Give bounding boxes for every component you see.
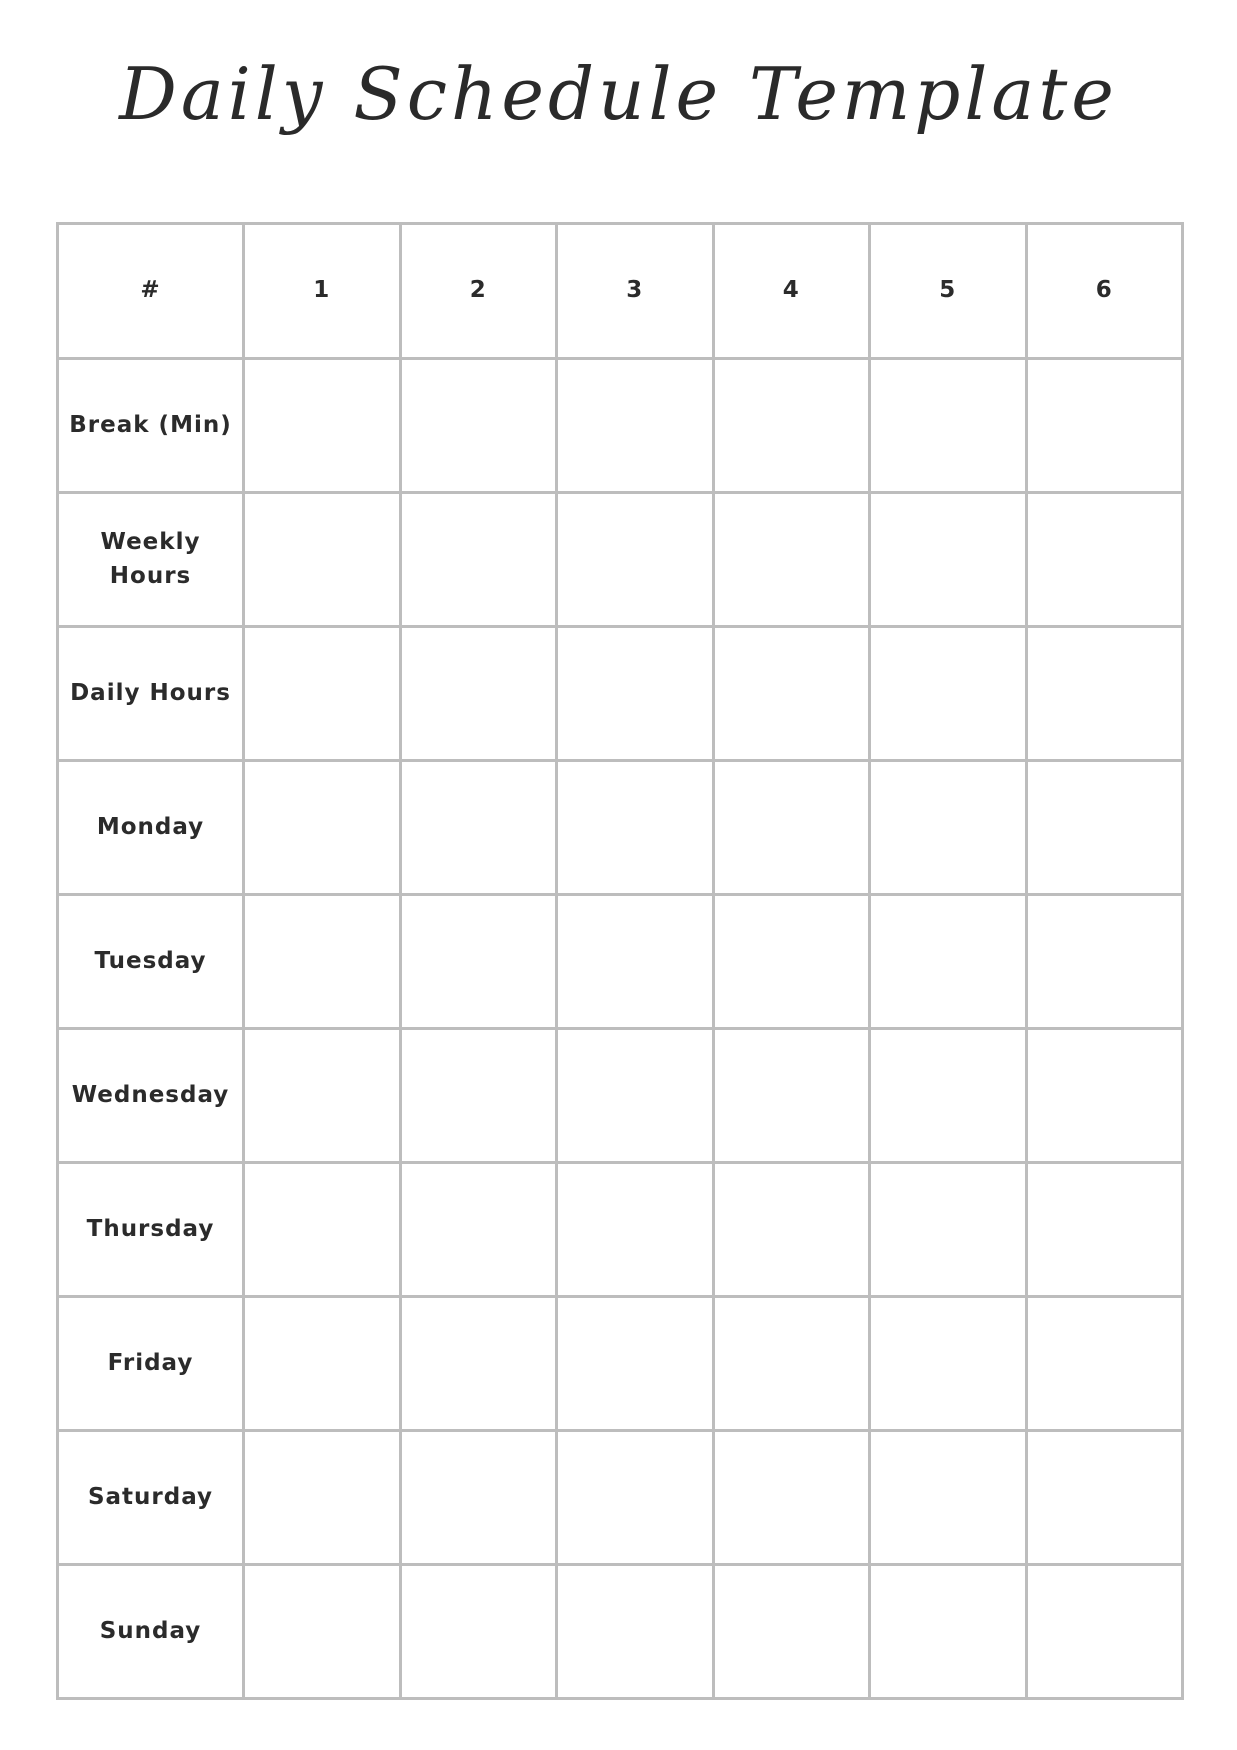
schedule-cell[interactable] [557, 895, 714, 1029]
header-cell-1: 1 [244, 224, 401, 359]
schedule-cell[interactable] [400, 493, 557, 627]
table-row [58, 627, 1183, 761]
table-row [58, 761, 1183, 895]
schedule-cell[interactable] [244, 627, 401, 761]
schedule-cell[interactable] [1026, 761, 1183, 895]
header-cell-5: 5 [870, 224, 1027, 359]
schedule-cell[interactable] [244, 1297, 401, 1431]
header-cell-hash: # [58, 224, 244, 359]
schedule-cell[interactable] [713, 1163, 870, 1297]
schedule-cell[interactable] [244, 493, 401, 627]
row-label: Friday [58, 1297, 244, 1431]
table-row [58, 493, 1183, 627]
schedule-cell[interactable] [1026, 1565, 1183, 1699]
schedule-cell[interactable] [1026, 1431, 1183, 1565]
table-row [58, 1565, 1183, 1699]
schedule-cell[interactable] [713, 1565, 870, 1699]
schedule-cell[interactable] [713, 1029, 870, 1163]
schedule-cell[interactable] [244, 359, 401, 493]
schedule-cell[interactable] [400, 1297, 557, 1431]
schedule-cell[interactable] [400, 761, 557, 895]
row-label: Saturday [58, 1431, 244, 1565]
schedule-cell[interactable] [713, 1431, 870, 1565]
schedule-cell[interactable] [557, 1431, 714, 1565]
schedule-table-body [58, 224, 1183, 1699]
table-row [58, 359, 1183, 493]
schedule-cell[interactable] [244, 895, 401, 1029]
schedule-cell[interactable] [244, 1431, 401, 1565]
schedule-cell[interactable] [1026, 359, 1183, 493]
schedule-cell[interactable] [1026, 1297, 1183, 1431]
schedule-cell[interactable] [713, 493, 870, 627]
table-row [58, 895, 1183, 1029]
table-row [58, 1163, 1183, 1297]
row-label: Wednesday [58, 1029, 244, 1163]
schedule-cell[interactable] [557, 493, 714, 627]
schedule-cell[interactable] [557, 1565, 714, 1699]
schedule-cell[interactable] [870, 1029, 1027, 1163]
schedule-cell[interactable] [870, 895, 1027, 1029]
schedule-cell[interactable] [870, 1163, 1027, 1297]
schedule-cell[interactable] [244, 1163, 401, 1297]
header-row [58, 224, 1183, 359]
schedule-cell[interactable] [1026, 1029, 1183, 1163]
schedule-cell[interactable] [244, 761, 401, 895]
row-label: Thursday [58, 1163, 244, 1297]
schedule-cell[interactable] [400, 1565, 557, 1699]
schedule-cell[interactable] [713, 627, 870, 761]
schedule-cell[interactable] [557, 627, 714, 761]
page-title: Daily Schedule Template [119, 52, 1118, 136]
row-label: Break (Min) [58, 359, 244, 493]
schedule-cell[interactable] [713, 761, 870, 895]
schedule-cell[interactable] [557, 1163, 714, 1297]
schedule-cell[interactable] [713, 359, 870, 493]
schedule-cell[interactable] [400, 627, 557, 761]
schedule-cell[interactable] [870, 493, 1027, 627]
schedule-cell[interactable] [557, 1297, 714, 1431]
schedule-cell[interactable] [870, 627, 1027, 761]
schedule-cell[interactable] [1026, 1163, 1183, 1297]
table-row [58, 1029, 1183, 1163]
table-row [58, 1297, 1183, 1431]
table-row [58, 1431, 1183, 1565]
schedule-cell[interactable] [244, 1565, 401, 1699]
schedule-cell[interactable] [557, 359, 714, 493]
row-label: Weekly Hours [58, 493, 244, 627]
schedule-cell[interactable] [870, 761, 1027, 895]
schedule-cell[interactable] [870, 1565, 1027, 1699]
header-cell-2: 2 [400, 224, 557, 359]
schedule-cell[interactable] [870, 359, 1027, 493]
schedule-cell[interactable] [713, 1297, 870, 1431]
schedule-cell[interactable] [1026, 627, 1183, 761]
schedule-table [56, 222, 1184, 1700]
schedule-cell[interactable] [400, 1029, 557, 1163]
schedule-cell[interactable] [713, 895, 870, 1029]
schedule-cell[interactable] [1026, 493, 1183, 627]
row-label: Tuesday [58, 895, 244, 1029]
schedule-cell[interactable] [400, 895, 557, 1029]
schedule-cell[interactable] [400, 1431, 557, 1565]
schedule-cell[interactable] [400, 1163, 557, 1297]
schedule-cell[interactable] [244, 1029, 401, 1163]
schedule-cell[interactable] [870, 1297, 1027, 1431]
schedule-cell[interactable] [1026, 895, 1183, 1029]
header-cell-4: 4 [713, 224, 870, 359]
row-label: Monday [58, 761, 244, 895]
header-cell-3: 3 [557, 224, 714, 359]
schedule-cell[interactable] [557, 761, 714, 895]
schedule-cell[interactable] [400, 359, 557, 493]
schedule-cell[interactable] [870, 1431, 1027, 1565]
header-cell-6: 6 [1026, 224, 1183, 359]
row-label: Sunday [58, 1565, 244, 1699]
row-label: Daily Hours [58, 627, 244, 761]
schedule-cell[interactable] [557, 1029, 714, 1163]
